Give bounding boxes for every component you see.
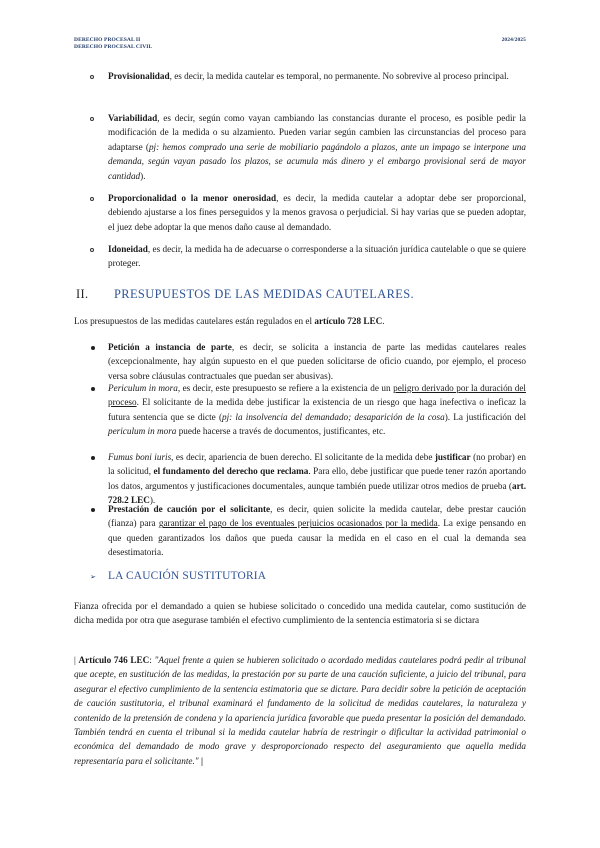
term: Idoneidad bbox=[108, 244, 148, 254]
underlined-phrase: garantizar el pago de los eventuales perjuicios ocasionados por la medida bbox=[158, 518, 438, 529]
example: pj: hemos comprado una serie de mobiliario pagándolo a plazos, ante un impago se interpone una demanda, según vayan pasado los plazos, se acumula más dinero y el embargo provisional será de mayor cantidad bbox=[108, 141, 526, 181]
list-item-idoneidad: Idoneidad, es decir, la medida ha de adecuarse o corresponderse a la situación jurídica cautelable o que se quiere proteger. bbox=[108, 244, 526, 269]
list-item-proporcionalidad: Proporcionalidad o la menor onerosidad, es decir, la medida cautelar a adoptar debe ser proporcional, debiendo ajustarse a los fines perseguidos y la menos gravosa o perjudicial. Si hay varias que se pueden adoptar, el juez debe adoptar la que menos daño cause al demandado. bbox=[108, 193, 526, 232]
example: pj: la insolvencia del demandado; desaparición de la cosa bbox=[222, 411, 445, 422]
header-course: DERECHO PROCESAL II bbox=[74, 37, 141, 43]
header-subject: DERECHO PROCESAL CIVIL bbox=[74, 44, 153, 50]
list-item-provisionalidad: Provisionalidad, es decir, la medida cautelar es temporal, no permanente. No sobrevive al proceso principal. bbox=[108, 71, 509, 81]
term: Provisionalidad bbox=[108, 71, 170, 81]
hollow-bullet-icon bbox=[90, 75, 94, 79]
article-ref: art. 728.2 LEC bbox=[108, 480, 526, 506]
bullet-icon bbox=[91, 456, 95, 460]
arrow-bullet-icon: ➢ bbox=[90, 573, 96, 581]
paragraph-definition: Fianza ofrecida por el demandado a quien se hubiese solicitado o concedido una medida cautelar, como sustitución de dicha medida por otra que asegurase también el efectivo cumplimiento de la sentencia estimatoria si se dictara bbox=[74, 601, 526, 626]
bullet-icon bbox=[91, 346, 95, 350]
list-item-periculum: Periculum in mora, es decir, este presupuesto se refiere a la existencia de un peligro derivado por la duración del proceso. El solicitante de la medida debe justificar la existencia de un riesgo que haga inefectiva o ineficaz la futura sentencia que se dicte (pj: la insolvencia del demandado; desaparición de la cosa). La justificación del periculum in mora puede hacerse a través de documentos, justificantes, etc. bbox=[108, 383, 527, 437]
section-intro: Los presupuestos de las medidas cautelares están regulados en el artículo 728 LEC. bbox=[74, 316, 385, 326]
underlined-phrase: peligro derivado por la duración del proceso bbox=[108, 383, 526, 408]
article-ref: Artículo 746 LEC bbox=[78, 655, 150, 665]
list-item-caucion: Prestación de caución por el solicitante, es decir, quien solicite la medida cautelar, debe prestar caución (fianza) para garantizar el pago de los eventuales perjuicios ocasionados por la medida. La exige pensando en que queden garantizados los daños que pueda causar la medida en el caso en el cual la demanda sea desestimatoria. bbox=[108, 504, 526, 558]
list-item-fumus: Fumus boni iuris, es decir, apariencia de buen derecho. El solicitante de la medida debe justificar (no probar) en la solicitud, el fundamento del derecho que reclama. Para ello, debe justificar que puede tener razón aportando los datos, argumentos y justificaciones documentales, aunque también puede utilizar otros medios de prueba (art. 728.2 LEC). bbox=[108, 452, 526, 506]
term: Fumus boni iuris bbox=[108, 452, 172, 462]
section-title: PRESUPUESTOS DE LAS MEDIDAS CAUTELARES. bbox=[114, 287, 415, 301]
bullet-icon bbox=[91, 387, 95, 391]
hollow-bullet-icon bbox=[90, 197, 94, 201]
list-item-peticion: Petición a instancia de parte, es decir, se solicita a instancia de parte las medidas cautelares reales (excepcionalmente, hay algún supuesto en el que pueden solicitarse de oficio cuando, por ejemplo, el proceso versa sobre cláusulas contractuales que puedan ser abusivas). bbox=[108, 342, 527, 381]
list-item-variabilidad: Variabilidad, es decir, según como vayan cambiando las constancias durante el proceso, es posible pedir la modificación de la medida o su alzamiento. Pueden variar según cambien las circunstancias del proceso para adaptarse (pj: hemos comprado una serie de mobiliario pagándolo a plazos, ante un impago se interpone una demanda, según vayan pasado los plazos, se acumula más dinero y el embargo provisional será de mayor cantidad). bbox=[108, 113, 526, 181]
section-number: II. bbox=[76, 287, 89, 301]
bullet-icon bbox=[91, 508, 95, 512]
header-year: 2024/2025 bbox=[501, 37, 526, 43]
section-heading bbox=[76, 287, 414, 302]
term: Prestación de caución por el solicitante bbox=[108, 504, 271, 514]
term: Petición a instancia de parte bbox=[108, 342, 232, 352]
hollow-bullet-icon bbox=[90, 248, 94, 252]
hollow-bullet-icon bbox=[90, 117, 94, 121]
article-ref: artículo 728 LEC bbox=[314, 316, 383, 326]
quote-text: "Aquel frente a quien se hubieren solicitado o acordado medidas cautelares podrá pedir al tribunal que acepte, en sustitución de las medidas, la prestación por su parte de una caución suficiente, a juicio del tribunal, para asegurar el efectivo cumplimiento de la sentencia estimatoria que se dictare. Para decidir sobre la petición de aceptación de caución sustitutoria, el tribunal examinará el fundamento de la solicitud de medidas cautelares, la naturaleza y contenido de la pretensión de condena y la apariencia jurídica favorable que pueda presentar la posición del demandado. También tendrá en cuenta el tribunal si la medida cautelar habría de restringir o dificultar la actividad patrimonial o económica del demandado de modo grave y desproporcionado respecto del aseguramiento que aquella medida representaría para el solicitante." bbox=[74, 655, 526, 766]
term: Variabilidad bbox=[108, 113, 158, 123]
legal-quote: | Artículo 746 LEC: "Aquel frente a quien se hubieren solicitado o acordado medidas cautelares podrá pedir al tribunal que acepte, en sustitución de las medidas, la prestación por su parte de una caución suficiente, a juicio del tribunal, para asegurar el efectivo cumplimiento de la sentencia estimatoria que se dictare. Para decidir sobre la petición de aceptación de caución sustitutoria, el tribunal examinará el fundamento de la solicitud de medidas cautelares, la naturaleza y contenido de la pretensión de condena y la apariencia jurídica favorable que pueda presentar la posición del demandado. También tendrá en cuenta el tribunal si la medida cautelar habría de restringir o dificultar la actividad patrimonial o económica del demandado de modo grave y desproporcionado respecto del aseguramiento que aquella medida representaría para el solicitante." | bbox=[74, 655, 526, 766]
subsection-title: LA CAUCIÓN SUSTITUTORIA bbox=[108, 570, 267, 582]
term: Proporcionalidad o la menor onerosidad bbox=[108, 193, 277, 203]
term: Periculum in mora bbox=[108, 383, 178, 393]
